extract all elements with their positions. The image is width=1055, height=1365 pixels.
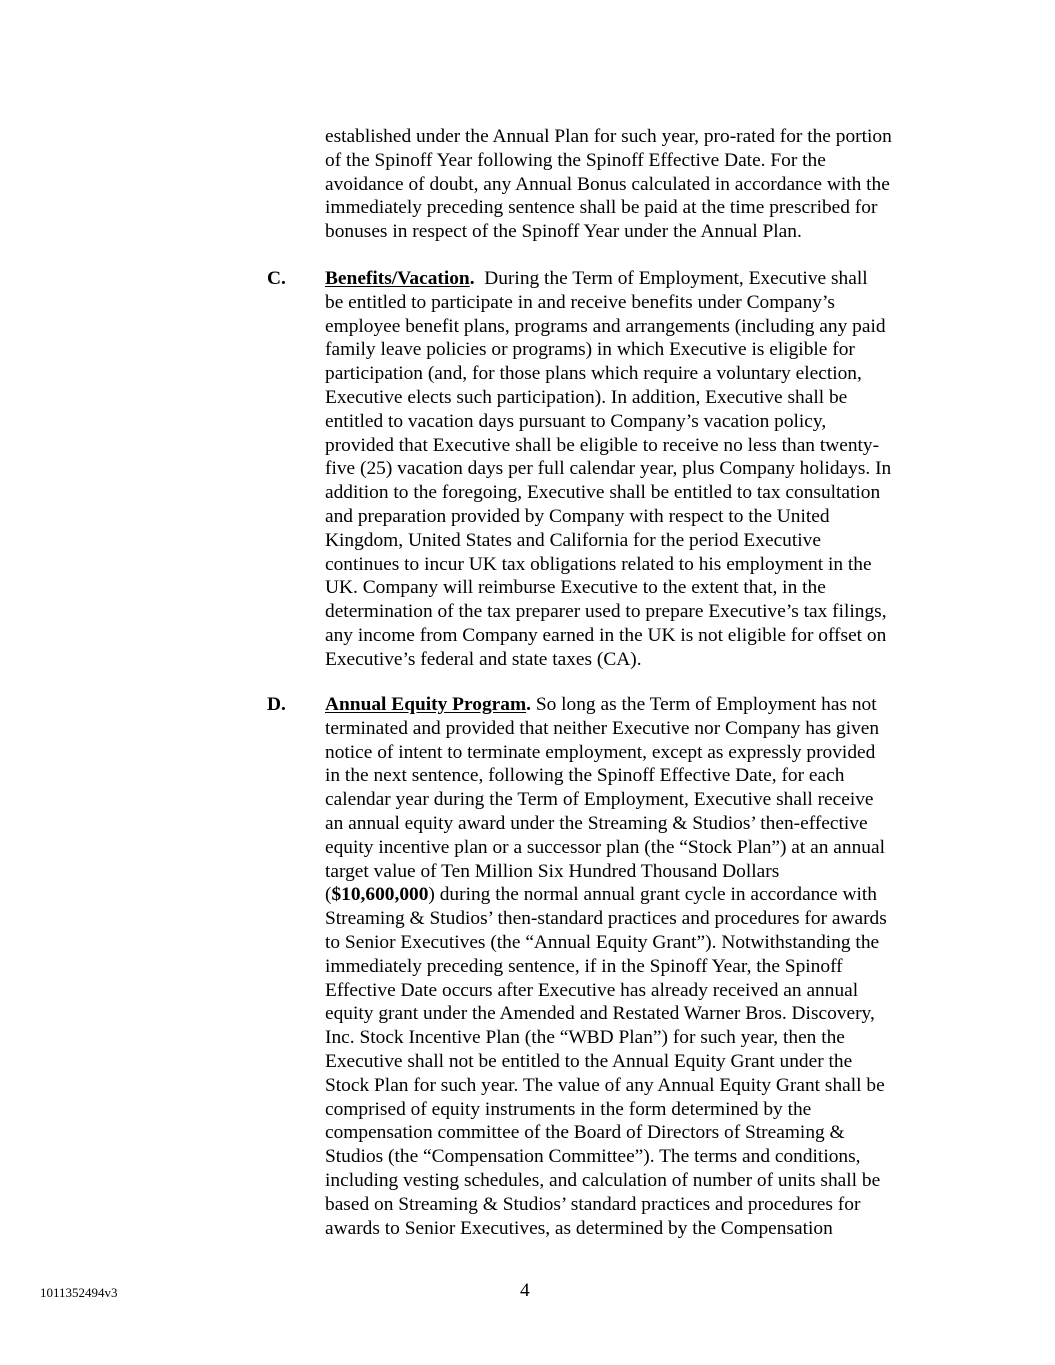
paragraph-line: Inc. Stock Incentive Plan (the “WBD Plan”) for such year, then the: [325, 1027, 845, 1049]
section-d-paragraph: [325, 693, 937, 1240]
section-d-heading: Annual Equity Program: [325, 694, 527, 715]
paragraph-line: addition to the foregoing, Executive shall be entitled to tax consultation: [325, 482, 881, 504]
paragraph-line: an annual equity award under the Streaming & Studios’ then-effective: [325, 812, 868, 834]
paragraph-line: participation (and, for those plans which require a voluntary election,: [325, 363, 862, 385]
section-c-heading: Benefits/Vacation: [325, 268, 470, 289]
paragraph-line: immediately preceding sentence shall be paid at the time prescribed for: [325, 197, 878, 219]
paragraph-line: five (25) vacation days per full calendar year, plus Company holidays. In: [325, 458, 892, 480]
paragraph-line: Stock Plan for such year. The value of any Annual Equity Grant shall be: [325, 1074, 885, 1096]
paragraph-line: target value of Ten Million Six Hundred Thousand Dollars: [325, 860, 780, 882]
paragraph-line: of the Spinoff Year following the Spinoff Effective Date. For the: [325, 149, 826, 171]
paragraph-line: Kingdom, United States and California for the period Executive: [325, 529, 821, 551]
paragraph-line: equity incentive plan or a successor plan (the “Stock Plan”) at an annual: [325, 836, 885, 858]
paragraph-line: compensation committee of the Board of Directors of Streaming &: [325, 1122, 845, 1144]
paragraph-line: any income from Company earned in the UK is not eligible for offset on: [325, 624, 887, 646]
paragraph-line: family leave policies or programs) in which Executive is eligible for: [325, 339, 855, 361]
section-d-letter: D.: [267, 694, 286, 715]
section-c-letter: C.: [267, 268, 286, 289]
paragraph-line: immediately preceding sentence, if in the Spinoff Year, the Spinoff: [325, 955, 843, 977]
paragraph-line: based on Streaming & Studios’ standard practices and procedures for: [325, 1193, 861, 1215]
paragraph-line: determination of the tax preparer used to prepare Executive’s tax filings,: [325, 601, 887, 623]
paragraph-line: Executive elects such participation). In addition, Executive shall be: [325, 386, 848, 408]
paragraph-line: bonuses in respect of the Spinoff Year under the Annual Plan.: [325, 221, 802, 243]
paragraph-line: awards to Senior Executives, as determined by the Compensation: [325, 1217, 833, 1239]
document-id: 1011352494v3: [40, 1285, 118, 1300]
paragraph-line: Effective Date occurs after Executive has already received an annual: [325, 979, 859, 1001]
paragraph-line: to Senior Executives (the “Annual Equity Grant”). Notwithstanding the: [325, 931, 880, 953]
section-d-first-line-text: So long as the Term of Employment has not: [530, 694, 877, 715]
paragraph-line: equity grant under the Amended and Restated Warner Bros. Discovery,: [325, 1003, 875, 1025]
grant-amount: $10,600,000: [331, 884, 429, 906]
paragraph-line: entitled to vacation days pursuant to Company’s vacation policy,: [325, 410, 827, 432]
section-c-heading-period: .: [469, 268, 475, 289]
amount-open-paren: (: [325, 884, 332, 906]
paragraph-line: be entitled to participate in and receive benefits under Company’s: [325, 291, 835, 313]
paragraph-line: in the next sentence, following the Spinoff Effective Date, for each: [325, 765, 845, 787]
section-c-paragraph: [325, 267, 937, 672]
paragraph-line: avoidance of doubt, any Annual Bonus calculated in accordance with the: [325, 173, 890, 195]
paragraph-line: Executive’s federal and state taxes (CA).: [325, 648, 642, 670]
intro-paragraph: [325, 125, 937, 244]
paragraph-line: and preparation provided by Company with respect to the United: [325, 505, 830, 527]
section-c-first-line-text: During the Term of Employment, Executive shall: [474, 268, 868, 289]
paragraph-line: calendar year during the Term of Employment, Executive shall receive: [325, 789, 874, 811]
paragraph-line: UK. Company will reimburse Executive to the extent that, in the: [325, 577, 826, 599]
paragraph-line: established under the Annual Plan for such year, pro-rated for the portion: [325, 126, 892, 147]
amount-line-text: ) during the normal annual grant cycle in accordance with: [428, 884, 877, 906]
paragraph-line: notice of intent to terminate employment, except as expressly provided: [325, 741, 876, 763]
section-c-first-line: [325, 267, 937, 291]
paragraph-line: including vesting schedules, and calculation of number of units shall be: [325, 1169, 881, 1191]
paragraph-line: Executive shall not be entitled to the Annual Equity Grant under the: [325, 1050, 853, 1072]
paragraph-line: employee benefit plans, programs and arrangements (including any paid: [325, 315, 886, 337]
paragraph-line: terminated and provided that neither Executive nor Company has given: [325, 717, 880, 739]
paragraph-line: Streaming & Studios’ then-standard practices and procedures for awards: [325, 908, 887, 930]
paragraph-line: Studios (the “Compensation Committee”). The terms and conditions,: [325, 1146, 861, 1168]
paragraph-line: comprised of equity instruments in the form determined by the: [325, 1098, 812, 1120]
amount-line: [325, 883, 937, 907]
paragraph-line: continues to incur UK tax obligations related to his employment in the: [325, 553, 872, 575]
section-d-first-line: [325, 693, 937, 717]
paragraph-line: provided that Executive shall be eligible to receive no less than twenty-: [325, 434, 880, 456]
section-d-heading-period: .: [526, 694, 531, 715]
page-number: 4: [520, 1280, 530, 1301]
